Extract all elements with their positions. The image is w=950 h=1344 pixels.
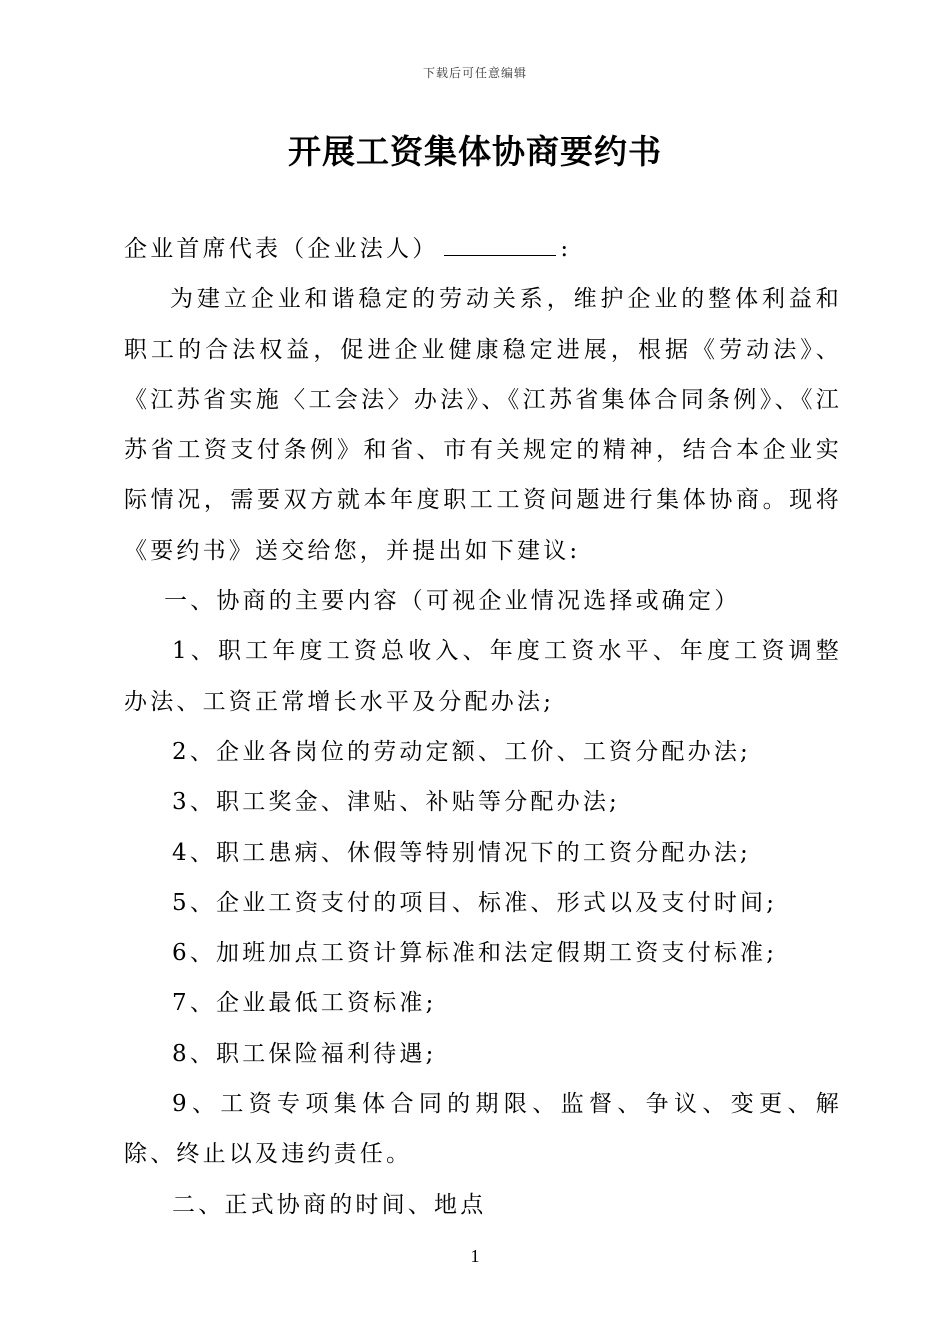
list-item: 8、职工保险福利待遇; [172, 1040, 437, 1067]
list-item: 7、企业最低工资标准; [172, 990, 437, 1017]
header-note: 下载后可任意编辑 [422, 66, 527, 80]
list-item: 1、职工年度工资总收入、年度工资水平、年度工资调整办法、工资正常增长水平及分配办法; [124, 638, 842, 715]
addressee-label: 企业首席代表（企业法人） [124, 236, 439, 262]
addressee-line [124, 224, 842, 274]
list-item: 6、加班加点工资计算标准和法定假期工资支付标准; [172, 940, 778, 967]
list-item: 4、职工患病、休假等特别情况下的工资分配办法; [172, 839, 751, 866]
list-item: 2、企业各岗位的劳动定额、工价、工资分配办法; [172, 738, 751, 765]
page-number: 1 [470, 1246, 480, 1266]
section2-heading: 二、正式协商的时间、地点 [172, 1191, 487, 1218]
list-item: 9、工资专项集体合同的期限、监督、争议、变更、解除、终止以及违约责任。 [124, 1091, 842, 1168]
section1-heading: 一、协商的主要内容（可视企业情况选择或确定） [164, 588, 741, 615]
document-body [124, 224, 842, 1230]
addressee-blank [444, 235, 556, 256]
intro-paragraph: 为建立企业和谐稳定的劳动关系，维护企业的整体利益和职工的合法权益，促进企业健康稳定进展，根据《劳动法》、《江苏省实施〈工会法〉办法》、《江苏省集体合同条例》、《江苏省工资支付条例》和省、市有关规定的精神，结合本企业实际情况，需要双方就本年度职工工资问题进行集体协商。现将《要约书》送交给您，并提出如下建议: [124, 286, 842, 564]
document-title: 开展工资集体协商要约书 [288, 132, 662, 171]
list-item: 3、职工奖金、津贴、补贴等分配办法; [172, 789, 620, 816]
list-item: 5、企业工资支付的项目、标准、形式以及支付时间; [172, 889, 778, 916]
addressee-suffix: : [560, 236, 572, 262]
